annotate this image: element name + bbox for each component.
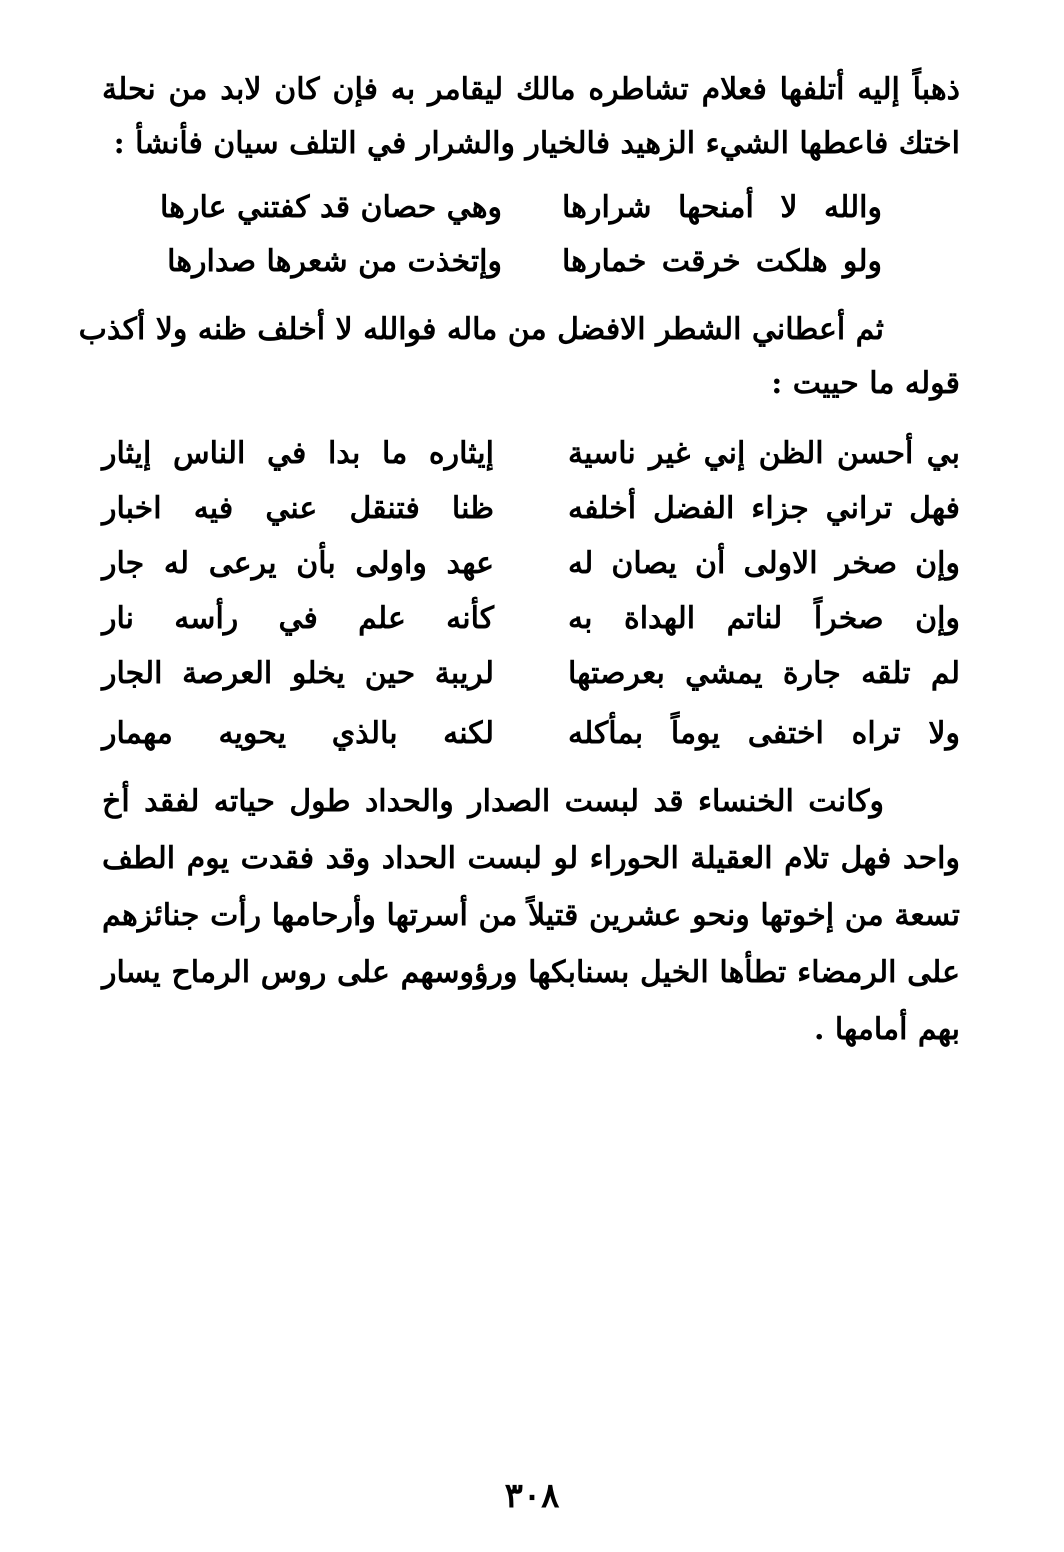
- paragraph-3-line-1: وكانت الخنساء قد لبست الصدار والحداد طول حياته لفقد أخ: [102, 784, 884, 819]
- verse-a-2-first: ولو هلكت خرقت خمارها: [562, 244, 882, 279]
- verse-b-4: [102, 591, 960, 647]
- paragraph-1-line-1: ذهباً إليه أتلفها فعلام تشاطره مالك ليقامر به فإن كان لابد من نحلة: [102, 72, 960, 107]
- page-number: ٣٠٨: [504, 1476, 560, 1516]
- verse-b-1-first: بي أحسن الظن إني غير ناسية: [568, 436, 960, 471]
- verse-b-6-second: لكنه بالذي يحويه مهمار: [102, 716, 494, 751]
- paragraph-2-line-1: ثم أعطاني الشطر الافضل من ماله فوالله لا أخلف ظنه ولا أكذب: [78, 312, 884, 347]
- paragraph-3-line-4: على الرمضاء تطأها الخيل بسنابكها ورؤوسهم على روس الرماح يسار: [102, 955, 960, 990]
- verse-b-2-second: ظنا فتنقل عني فيه اخبار: [102, 491, 494, 526]
- verse-b-3-second: عهد واولى بأن يرعى له جار: [102, 546, 494, 581]
- verse-b-5-first: لم تلقه جارة يمشي بعرصتها: [568, 656, 960, 691]
- verse-b-2: [102, 481, 960, 537]
- verse-b-1: [102, 426, 960, 482]
- verse-a-1-first: والله لا أمنحها شرارها: [562, 190, 882, 225]
- paragraph-3-line-2: واحد فهل تلام العقيلة الحوراء لو لبست الحداد وقد فقدت يوم الطف: [102, 841, 960, 876]
- verse-b-5: [102, 646, 960, 702]
- verse-a-2-second: وإتخذت من شعرها صدارها: [167, 244, 502, 279]
- verse-b-1-second: إيثاره ما بدا في الناس إيثار: [102, 436, 494, 471]
- verse-b-6: [102, 706, 960, 762]
- paragraph-1-line-2: اختك فاعطها الشيء الزهيد فالخيار والشرار في التلف سيان فأنشأ :: [113, 126, 960, 161]
- verse-b-6-first: ولا تراه اختفى يوماً بمأكله: [568, 716, 960, 751]
- verse-b-3-first: وإن صخر الاولى أن يصان له: [568, 546, 960, 581]
- paragraph-3-line-5: بهم أمامها .: [813, 1012, 960, 1047]
- verse-a-1-second: وهي حصان قد كفتني عارها: [160, 190, 502, 225]
- paragraph-3-line-3: تسعة من إخوتها ونحو عشرين قتيلاً من أسرتها وأرحامها رأت جنائزهم: [102, 898, 960, 933]
- verse-b-4-second: كأنه علم في رأسه نار: [102, 601, 494, 636]
- verse-b-5-second: لريبة حين يخلو العرصة الجار: [102, 656, 494, 691]
- verse-a-2: [102, 234, 960, 290]
- verse-b-2-first: فهل تراني جزاء الفضل أخلفه: [568, 491, 960, 526]
- verse-b-4-first: وإن صخراً لناتم الهداة به: [568, 601, 960, 636]
- paragraph-2-line-2: قوله ما حييت :: [771, 366, 960, 401]
- verse-b-3: [102, 536, 960, 592]
- verse-a-1: [102, 180, 960, 236]
